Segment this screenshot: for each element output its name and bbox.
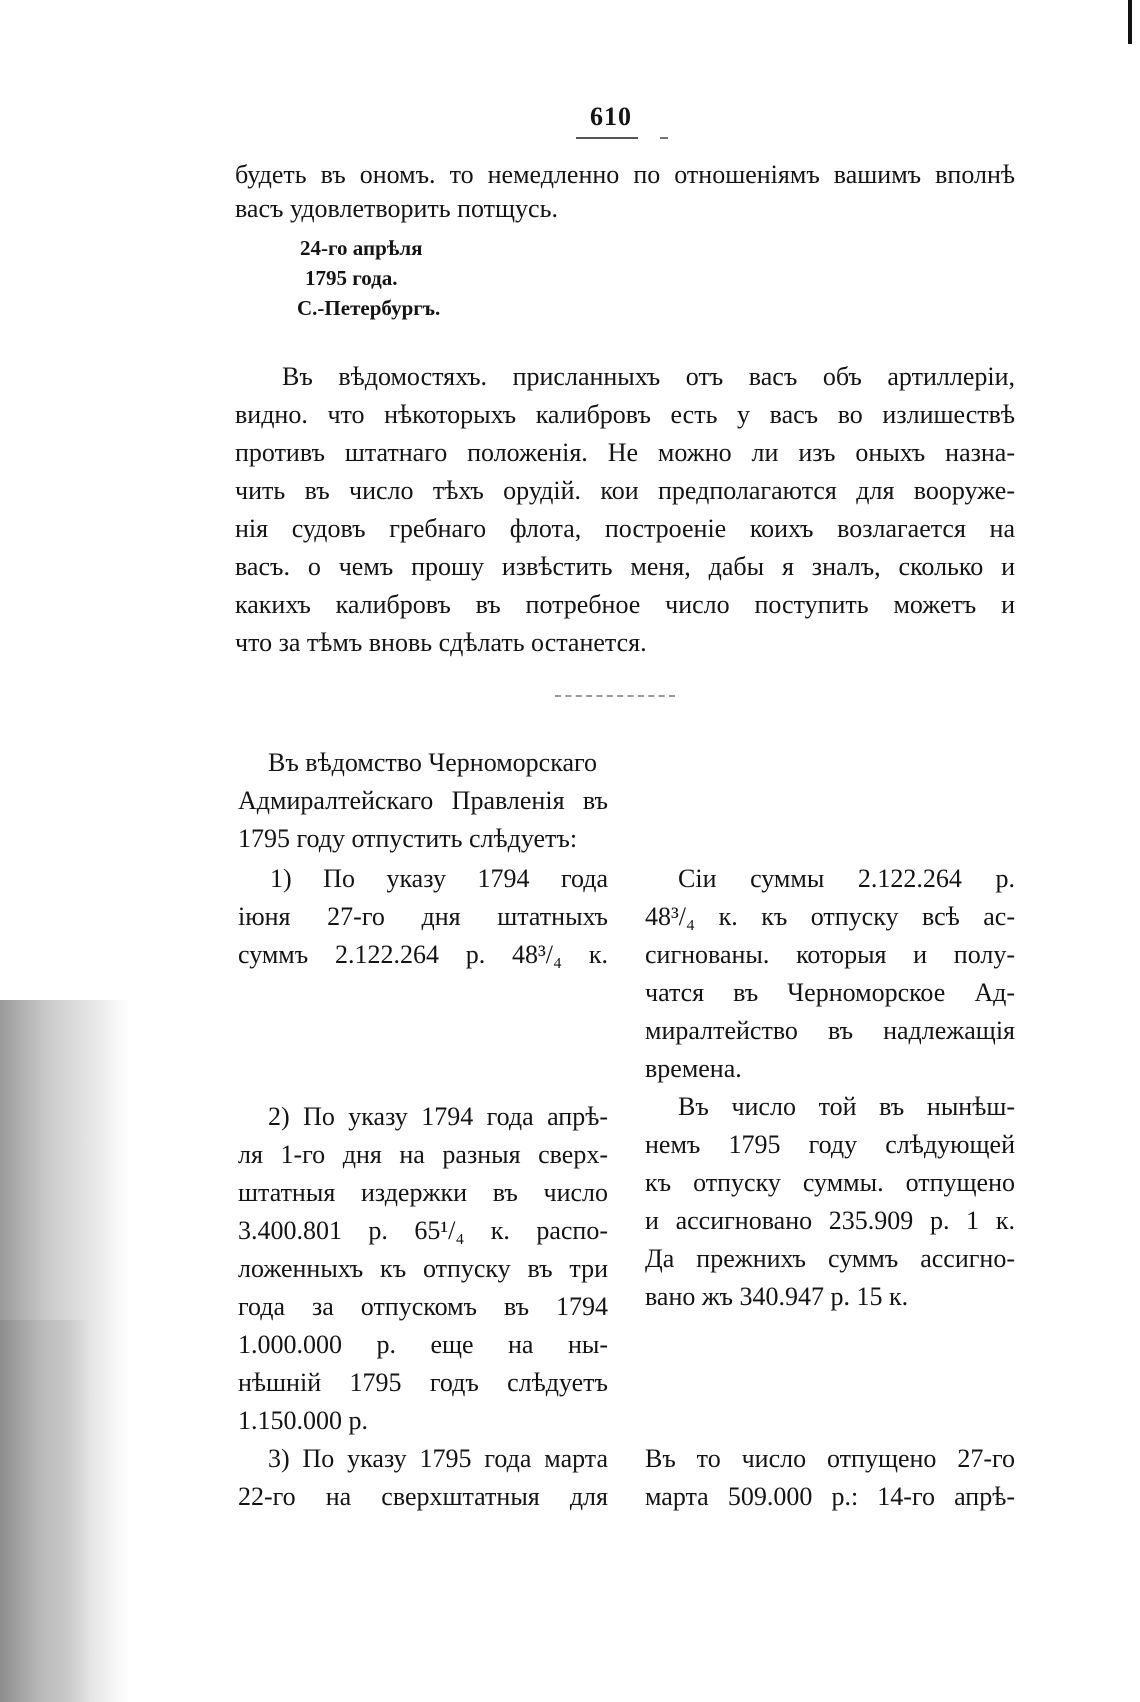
right-note3-line: марта 509.000 р.: 14-го апрѣ-	[645, 1482, 1015, 1511]
scan-edge-shadow-lower	[0, 1320, 90, 1702]
right-note3-line: Въ то число отпущено 27-го	[645, 1444, 1015, 1473]
top-paragraph-line: васъ удовлетворить потщусь.	[235, 194, 558, 223]
right-note2-line: вано жъ 340.947 р. 15 к.	[645, 1282, 909, 1311]
page-number-rule-dash	[660, 137, 668, 139]
scan-edge-mark	[1128, 0, 1132, 44]
left-item1-line: іюня 27-го дня штатныхъ	[238, 902, 608, 931]
signature-place: С.-Петербургъ.	[297, 296, 441, 320]
right-note2-line: Да прежнихъ суммъ ассигно-	[645, 1244, 1015, 1273]
right-note1-line: Сіи суммы 2.122.264 р.	[678, 864, 1015, 893]
right-note2-line: Въ число той въ нынѣш-	[678, 1092, 1015, 1121]
left-item2-line: 1.000.000 р. еще на ны-	[238, 1330, 608, 1359]
left-item2-line: 2) По указу 1794 года апрѣ-	[268, 1102, 608, 1131]
main-paragraph-line: чить въ число тѣхъ орудій. кои предполагаются для вооруже-	[235, 476, 1015, 505]
main-paragraph-line: нія судовъ гребнаго флота, построеніе коихъ возлагается на	[235, 514, 1015, 543]
left-intro-line: Въ вѣдомство Черноморскаго	[268, 748, 598, 777]
right-note1-line: сигнованы. которыя и полу-	[645, 940, 1015, 969]
main-paragraph-line: Въ вѣдомостяхъ. присланныхъ отъ васъ объ артиллеріи,	[282, 362, 1015, 391]
left-item2-line: штатныя издержки въ число	[238, 1178, 608, 1207]
left-item1-line: 1) По указу 1794 года	[270, 864, 608, 893]
left-item3-line: 3) По указу 1795 года марта	[268, 1444, 608, 1473]
right-note2-line: къ отпуску суммы. отпущено	[645, 1168, 1015, 1197]
left-intro-line: 1795 году отпустить слѣдуетъ:	[238, 824, 578, 853]
main-paragraph-line: противъ штатнаго положенія. Не можно ли изъ оныхъ назна-	[235, 438, 1015, 467]
left-intro-line: Адмиралтейскаго Правленія въ	[238, 786, 608, 815]
right-note1-line: чатся въ Черноморское Ад-	[645, 978, 1015, 1007]
left-item3-line: 22-го на сверхштатныя для	[238, 1482, 608, 1511]
left-item2-line: нѣшній 1795 годъ слѣдуетъ	[238, 1368, 608, 1397]
left-item2-line: 1.150.000 р.	[238, 1406, 368, 1435]
page-number-rule	[576, 137, 638, 139]
main-paragraph-line: васъ. о чемъ прошу извѣстить меня, дабы я зналъ, сколько и	[235, 552, 1015, 581]
left-item1-line: суммъ 2.122.264 р. 48³/₄ к.	[238, 940, 608, 969]
right-note1-line: времена.	[645, 1054, 742, 1083]
signature-year: 1795 года.	[305, 266, 398, 290]
main-paragraph-line: видно. что нѣкоторыхъ калибровъ есть у васъ во излишествѣ	[235, 400, 1015, 429]
main-paragraph-line: какихъ калибровъ въ потребное число поступить можетъ и	[235, 590, 1015, 619]
right-note2-line: немъ 1795 году слѣдующей	[645, 1130, 1015, 1159]
left-item2-line: 3.400.801 р. 65¹/₄ к. распо-	[238, 1216, 608, 1245]
left-item2-line: ложенныхъ къ отпуску въ три	[238, 1254, 608, 1283]
top-paragraph-line: будеть въ ономъ. то немедленно по отношеніямъ вашимъ вполнѣ	[235, 160, 1015, 189]
page-number: 610	[590, 102, 632, 131]
right-note1-line: 48³/₄ к. къ отпуску всѣ ас-	[645, 902, 1015, 931]
right-note2-line: и ассигновано 235.909 р. 1 к.	[645, 1206, 1015, 1235]
main-paragraph-line: что за тѣмъ вновь сдѣлать останется.	[235, 628, 647, 657]
right-note1-line: миралтейство въ надлежащія	[645, 1016, 1015, 1045]
left-item2-line: года за отпускомъ въ 1794	[238, 1292, 608, 1321]
left-item2-line: ля 1-го дня на разныя сверх-	[238, 1140, 608, 1169]
signature-date: 24-го апрѣля	[300, 236, 423, 260]
section-separator	[555, 695, 675, 697]
